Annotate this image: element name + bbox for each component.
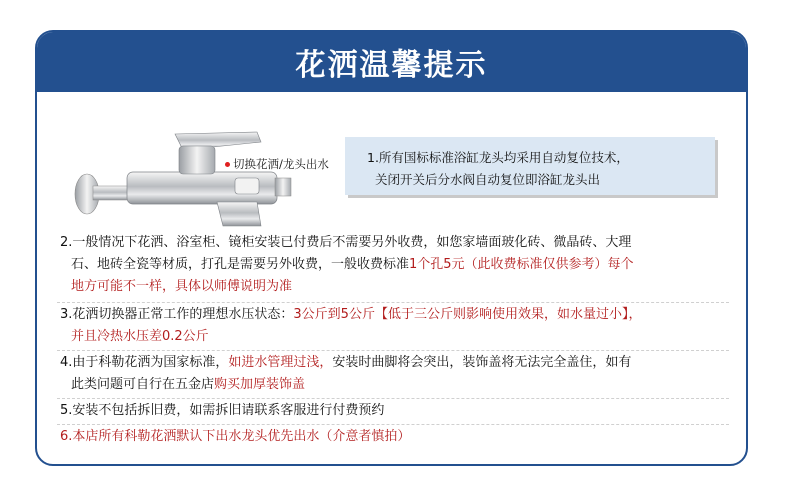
tip-4-warning: 如进水管理过浅， [228, 355, 333, 370]
notice-box [345, 137, 715, 195]
faucet-label-text: 切换花洒/龙头出水 [233, 157, 329, 171]
divider [57, 350, 729, 351]
tip-3-text: 3.花洒切换器正常工作的理想水压状态： [60, 307, 294, 322]
faucet-callout [225, 156, 329, 172]
tip-3-pressure: 3公斤到5公斤【低于三公斤则影响使用效果，如水量过小】， [293, 307, 642, 322]
tip-3-line-2: 并且冷热水压差0.2公斤 [71, 329, 209, 344]
tip-2-price: 1个孔5元（此收费标准仅供参考）每个 [409, 257, 634, 272]
tip-4-text-c: 此类问题可自行在五金店 [71, 377, 215, 392]
card-header [37, 32, 746, 92]
notice-line-2: 关闭开关后分水阀自动复位即浴缸龙头出 [375, 172, 601, 187]
tip-2-line-1: 2.一般情况下花洒、浴室柜、镜柜安装已付费后不需要另外收费，如您家墙面玻化砖、微晶砖、大理 [60, 235, 632, 250]
tip-4-text-b: 安装时曲脚将会突出，装饰盖将无法完全盖住，如有 [332, 355, 632, 370]
tip-5-line-1: 5.安装不包括拆旧费，如需拆旧请联系客服进行付费预约 [60, 403, 385, 418]
tip-4-line-2 [60, 374, 726, 396]
tip-6-line-1: 6.本店所有科勒花洒默认下出水龙头优先出水（介意者慎拍） [60, 429, 411, 444]
divider [57, 398, 729, 399]
tip-item-4 [60, 352, 726, 396]
tip-item-2 [60, 232, 726, 298]
tip-4-text-a: 4.由于科勒花洒为国家标准， [60, 355, 229, 370]
tip-2-line-3: 地方可能不一样，具体以师傅说明为准 [71, 279, 293, 294]
tip-item-6 [60, 426, 726, 448]
divider [57, 424, 729, 425]
notice-card [35, 30, 748, 466]
tip-3-line-1 [60, 304, 726, 326]
tip-item-5 [60, 400, 726, 422]
callout-dot-icon [225, 162, 230, 167]
tip-4-buy-cover: 购买加厚装饰盖 [214, 377, 306, 392]
tip-4-line-1 [60, 352, 726, 374]
tip-item-3 [60, 304, 726, 348]
tip-2-text: 石、地砖全瓷等材质，打孔是需要另外收费，一般收费标准 [71, 257, 410, 272]
page-title: 花洒温馨提示 [295, 48, 488, 83]
notice-line-1: 1.所有国标标准浴缸龙头均采用自动复位技术， [367, 150, 629, 165]
tip-2-line-2 [60, 254, 726, 276]
divider [57, 302, 729, 303]
